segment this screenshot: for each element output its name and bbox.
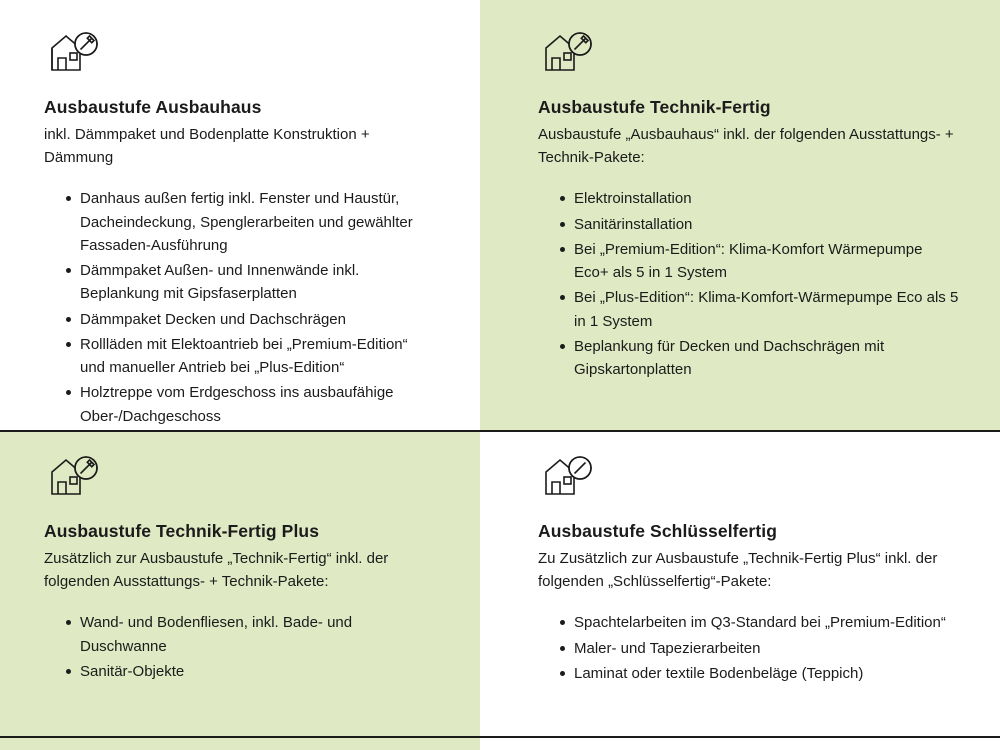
- list-item: Holztreppe vom Erdgeschoss ins ausbaufähige Ober-/Dachgeschoss: [66, 381, 436, 428]
- list-item: Dämmpaket Außen- und Innenwände inkl. Beplankung mit Gipsfaserplatten: [66, 259, 436, 306]
- list-item: Wand- und Bodenfliesen, inkl. Bade- und Duschwanne: [66, 611, 436, 658]
- feature-list: [538, 187, 960, 381]
- panel-subtitle: Ausbaustufe „Ausbauhaus“ inkl. der folgenden Ausstattungs- + Technik-Pakete:: [538, 125, 954, 166]
- page-title: Ausbaustufe Technik-Fertig Plus: [44, 521, 320, 541]
- house-with-tools-icon: [44, 450, 104, 506]
- house-with-tools-icon: [538, 26, 598, 82]
- panel-subtitle: Zu Zusätzlich zur Ausbaustufe „Technik-Fertig Plus“ inkl. der folgenden „Schlüsselfertig“-Pakete:: [538, 549, 938, 590]
- list-item: Beplankung für Decken und Dachschrägen mit Gipskartonplatten: [560, 335, 960, 382]
- page-title: Ausbaustufe Ausbauhaus: [44, 97, 262, 117]
- page-title: Ausbaustufe Technik-Fertig: [538, 97, 771, 117]
- feature-list: [44, 611, 436, 683]
- list-item: Spachtelarbeiten im Q3-Standard bei „Premium-Edition“: [560, 611, 960, 634]
- list-item: Bei „Plus-Edition“: Klima-Komfort-Wärmepumpe Eco als 5 in 1 System: [560, 286, 960, 333]
- panel-ausbauhaus: [0, 0, 480, 430]
- list-item: Sanitär-Objekte: [66, 660, 436, 683]
- house-with-tools-icon: [44, 26, 104, 82]
- panel-technik-fertig: [480, 0, 1000, 430]
- list-item: Sanitärinstallation: [560, 213, 960, 236]
- bottom-divider: [0, 736, 1000, 738]
- house-with-tools-icon: [538, 450, 598, 506]
- list-item: Rollläden mit Elektoantrieb bei „Premium-Edition“ und manueller Antrieb bei „Plus-Edition“: [66, 333, 436, 380]
- list-item: Bei „Premium-Edition“: Klima-Komfort Wärmepumpe Eco+ als 5 in 1 System: [560, 238, 960, 285]
- list-item: Maler- und Tapezierarbeiten: [560, 637, 960, 660]
- panel-subtitle: inkl. Dämmpaket und Bodenplatte Konstruktion + Dämmung: [44, 125, 370, 166]
- panel-technik-fertig-plus: [0, 430, 480, 750]
- panel-schluesselfertig: [480, 430, 1000, 750]
- list-item: Dämmpaket Decken und Dachschrägen: [66, 308, 436, 331]
- list-item: Elektroinstallation: [560, 187, 960, 210]
- horizontal-divider: [0, 430, 1000, 432]
- feature-list: [538, 611, 960, 685]
- panel-subtitle: Zusätzlich zur Ausbaustufe „Technik-Fertig“ inkl. der folgenden Ausstattungs- + Technik-Pakete:: [44, 549, 389, 590]
- list-item: Danhaus außen fertig inkl. Fenster und Haustür, Dacheindeckung, Spenglerarbeiten und gewählter Fassaden-Ausführung: [66, 187, 436, 257]
- list-item: Laminat oder textile Bodenbeläge (Teppich): [560, 662, 960, 685]
- feature-list: [44, 187, 436, 428]
- page-title: Ausbaustufe Schlüsselfertig: [538, 521, 778, 541]
